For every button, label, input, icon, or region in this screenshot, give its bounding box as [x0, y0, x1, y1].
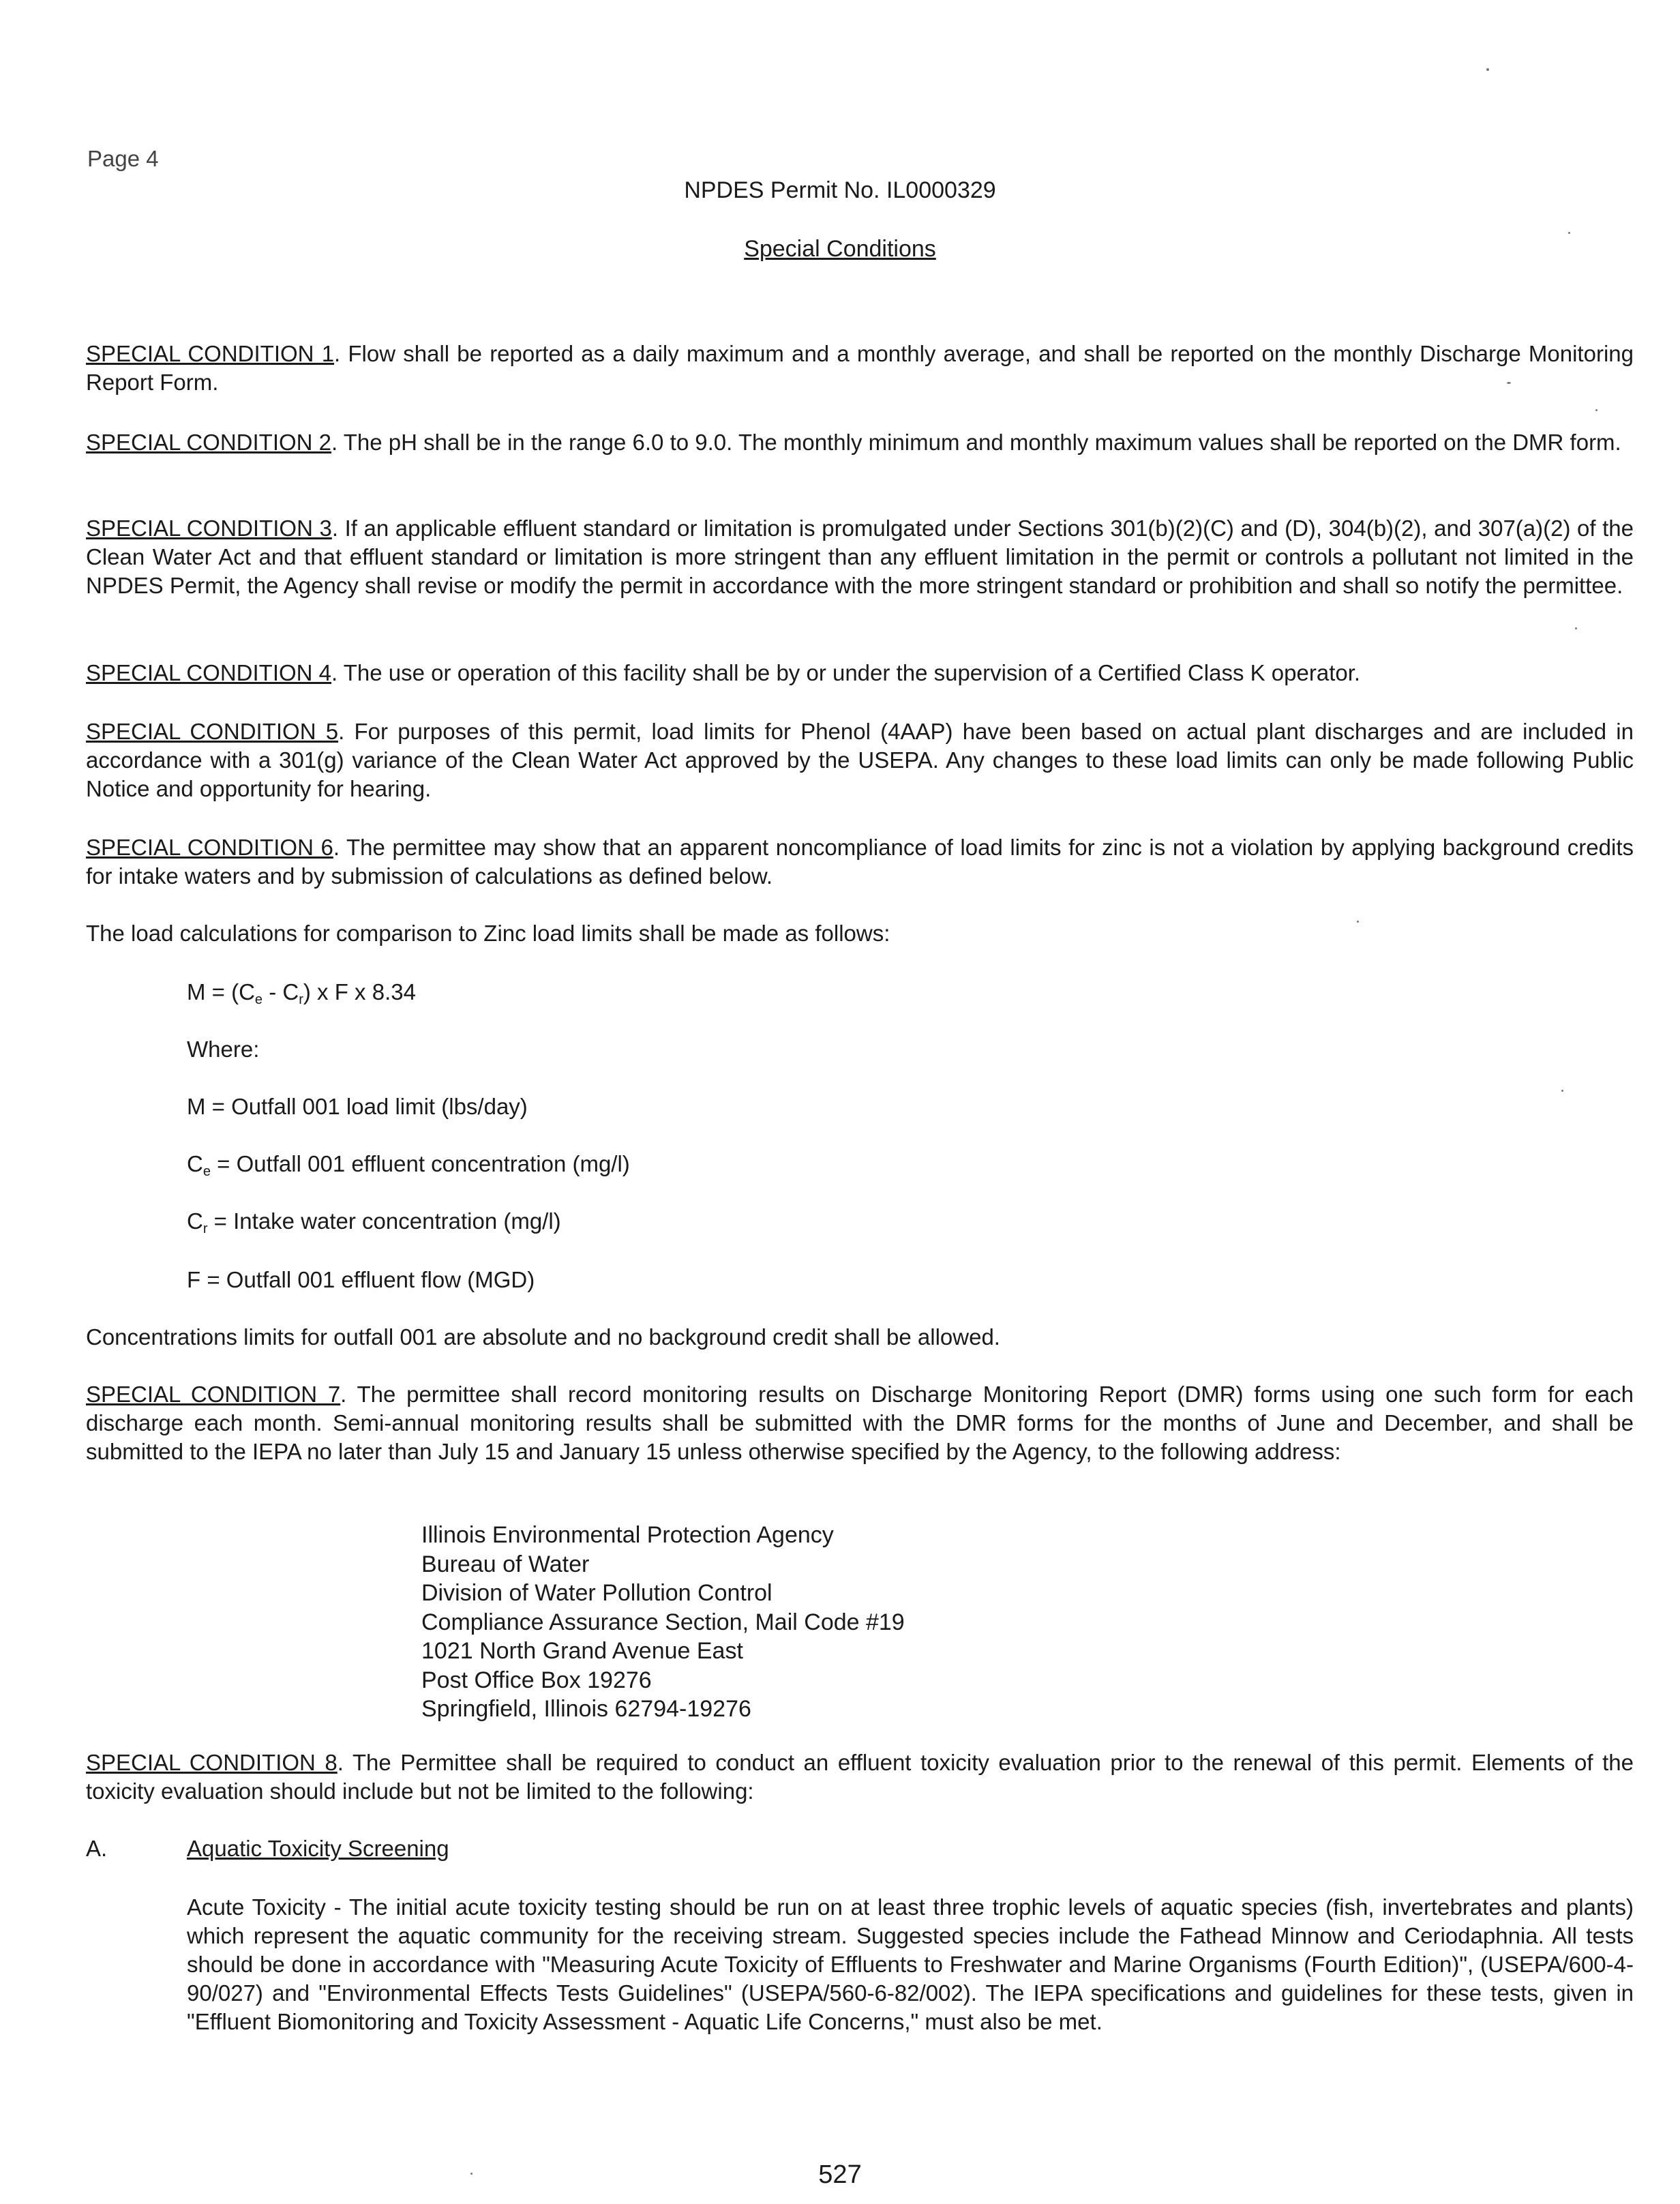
condition-text: . The pH shall be in the range 6.0 to 9.0. The monthly minimum and monthly maximum values shall be reported on the DMR form. [331, 430, 1621, 455]
acute-toxicity-paragraph: Acute Toxicity - The initial acute toxicity testing should be run on at least three trophic levels of aquatic species (fish, invertebrates and plants) which represent the aquatic community for the receiving stream. Suggested species include the Fathead Minnow and Ceriodaphnia. All tests should be done in accordance with "Measuring Acute Toxicity of Effluents to Freshwater and Marine Organisms (Fourth Edition)", (USEPA/600-4-90/027) and "Environmental Effects Tests Guidelines" (USEPA/560-6-82/002). The IEPA specifications and guidelines for these tests, given in "Effluent Biomonitoring and Toxicity Assessment - Aquatic Life Concerns," must also be met. [187, 1894, 1634, 2034]
special-condition-5 [86, 717, 1634, 803]
condition-label: SPECIAL CONDITION 7 [86, 1382, 341, 1407]
scan-speck [1595, 409, 1597, 411]
special-condition-3 [86, 514, 1634, 600]
definition-cr: $C_r$ = Intake water concentration (mg/l) [187, 1208, 561, 1236]
condition-text: . If an applicable effluent standard or limitation is promulgated under Sections 301(b)(2)(C) and (D), 304(b)(2), and 307(a)(2) of the Clean Water Act and that effluent standard or limitation is more stringent than any effluent limitation in the permit or controls a pollutant not limited in the NPDES Permit, the Agency shall revise or modify the permit in accordance with the more stringent standard or prohibition and shall so notify the permittee. [86, 516, 1634, 598]
special-condition-1 [86, 340, 1634, 397]
load-formula: $M = (C_e - C_r)$ x F x 8.34 [187, 979, 416, 1007]
address-line: Post Office Box 19276 [421, 1667, 652, 1693]
condition-text: . The permittee may show that an apparent noncompliance of load limits for zinc is not a violation by applying background credits for intake waters and by submission of calculations as defined below. [86, 835, 1634, 889]
special-condition-8 [86, 1748, 1634, 1806]
scan-speck [1486, 68, 1489, 71]
scan-speck [1568, 232, 1570, 234]
address-line: Division of Water Pollution Control [421, 1580, 772, 1606]
condition-label: SPECIAL CONDITION 1 [86, 341, 335, 366]
mailing-address [421, 1521, 905, 1724]
special-condition-7 [86, 1380, 1634, 1466]
scan-speck [1575, 627, 1577, 629]
condition-label: SPECIAL CONDITION 8 [86, 1750, 338, 1775]
condition-text: . The use or operation of this facility shall be by or under the supervision of a Certified Class K operator. [331, 660, 1361, 685]
condition-label: SPECIAL CONDITION 4 [86, 660, 332, 685]
page-number: 527 [818, 2160, 862, 2189]
permit-title: NPDES Permit No. IL0000329 [684, 177, 996, 203]
address-line: Springfield, Illinois 62794-19276 [421, 1696, 751, 1722]
condition-label: SPECIAL CONDITION 3 [86, 516, 332, 541]
condition-text: . For purposes of this permit, load limits for Phenol (4AAP) have been based on actual plant discharges and are included in accordance with a 301(g) variance of the Clean Water Act approved by the USEPA. Any changes to these load limits can only be made following Public Notice and opportunity for hearing. [86, 719, 1634, 801]
scan-speck [1561, 1090, 1563, 1092]
address-line: Bureau of Water [421, 1551, 590, 1577]
address-line: Compliance Assurance Section, Mail Code #19 [421, 1609, 905, 1635]
subsection-letter: A. [86, 1836, 108, 1861]
condition-label: SPECIAL CONDITION 2 [86, 430, 332, 455]
special-condition-2 [86, 428, 1634, 457]
page-marker: Page 4 [87, 146, 159, 171]
where-label: Where: [187, 1037, 260, 1062]
special-condition-4 [86, 659, 1634, 687]
definition-m: M = Outfall 001 load limit (lbs/day) [187, 1094, 528, 1119]
address-line: Illinois Environmental Protection Agency [421, 1522, 834, 1548]
subsection-title: Aquatic Toxicity Screening [187, 1836, 449, 1861]
condition-label: SPECIAL CONDITION 6 [86, 835, 333, 860]
address-line: 1021 North Grand Avenue East [421, 1638, 743, 1664]
special-condition-6 [86, 833, 1634, 891]
definition-f: F = Outfall 001 effluent flow (MGD) [187, 1267, 535, 1292]
condition-label: SPECIAL CONDITION 5 [86, 719, 339, 744]
scan-speck [470, 2173, 472, 2175]
load-calculation-intro: The load calculations for comparison to Zinc load limits shall be made as follows: [86, 921, 890, 946]
scan-speck [1357, 921, 1359, 923]
condition-text: . The Permittee shall be required to conduct an effluent toxicity evaluation prior to the renewal of this permit. Elements of the toxicity evaluation should include but not be limited to the following: [86, 1750, 1634, 1804]
section-title: Special Conditions [744, 236, 936, 262]
condition-text: . Flow shall be reported as a daily maximum and a monthly average, and shall be reported on the monthly Discharge Monitoring Report Form. [86, 341, 1634, 395]
concentration-note: Concentrations limits for outfall 001 are absolute and no background credit shall be allowed. [86, 1324, 1000, 1350]
scan-speck [1507, 382, 1511, 384]
definition-ce: $C_e$ = Outfall 001 effluent concentration (mg/l) [187, 1151, 630, 1179]
condition-text: . The permittee shall record monitoring results on Discharge Monitoring Report (DMR) forms using one such form for each discharge each month. Semi-annual monitoring results shall be submitted with the DMR forms for the months of June and December, and shall be submitted to the IEPA no later than July 15 and January 15 unless otherwise specified by the Agency, to the following address: [86, 1382, 1634, 1464]
